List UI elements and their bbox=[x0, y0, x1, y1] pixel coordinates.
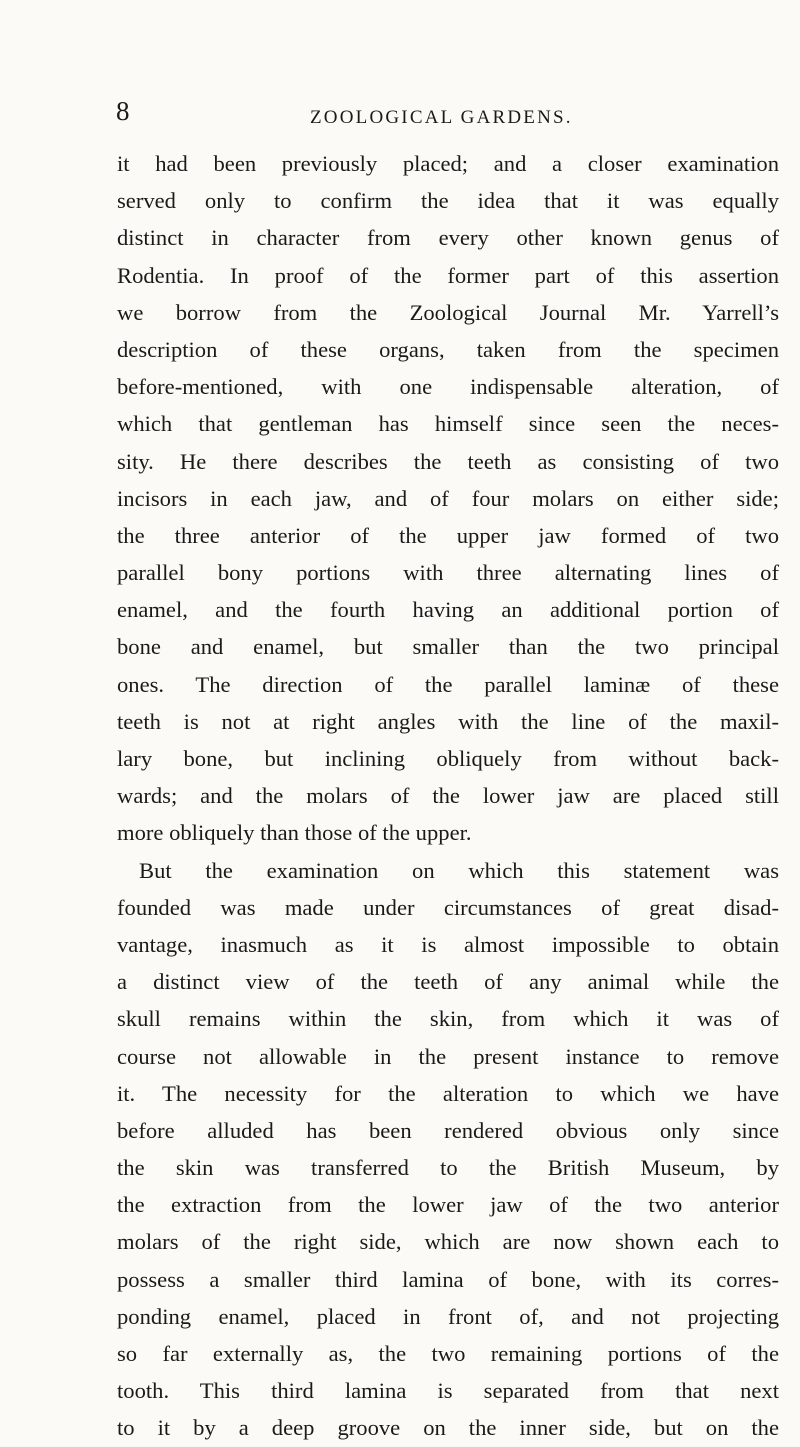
text-line: possess a smaller third lamina of bone, with its corres- bbox=[117, 1266, 779, 1292]
page-header bbox=[116, 96, 776, 136]
text-line: lary bone, but inclining obliquely from without back- bbox=[117, 746, 779, 771]
text-line: tooth. This third lamina is separated from that next bbox=[117, 1378, 779, 1404]
text-line: incisors in each jaw, and of four molars on either side; bbox=[117, 485, 779, 511]
text-line: served only to confirm the idea that it was equally bbox=[117, 188, 779, 214]
text-line: parallel bony portions with three alternating lines of bbox=[117, 560, 779, 586]
text-line: the skin was transferred to the British Museum, by bbox=[117, 1155, 779, 1181]
text-line: the extraction from the lower jaw of the two anterior bbox=[117, 1192, 779, 1218]
text-line: ones. The direction of the parallel laminæ of these bbox=[117, 671, 779, 697]
text-line: we borrow from the Zoological Journal Mr. Yarrell’s bbox=[117, 299, 779, 325]
text-line: which that gentleman has himself since seen the neces- bbox=[117, 411, 779, 437]
text-line: to it by a deep groove on the inner side, but on the bbox=[117, 1415, 779, 1441]
body-text bbox=[117, 145, 779, 1447]
text-line: distinct in character from every other known genus of bbox=[117, 225, 779, 251]
text-line: course not allowable in the present instance to remove bbox=[117, 1043, 779, 1069]
text-line: wards; and the molars of the lower jaw are placed still bbox=[117, 783, 779, 809]
text-line: the three anterior of the upper jaw formed of two bbox=[117, 522, 779, 548]
text-line: Rodentia. In proof of the former part of this assertion bbox=[117, 262, 779, 288]
text-line: enamel, and the fourth having an additional portion of bbox=[117, 597, 779, 623]
text-line: molars of the right side, which are now shown each to bbox=[117, 1229, 779, 1255]
page-number: 8 bbox=[116, 96, 130, 126]
text-line: teeth is not at right angles with the line of the maxil- bbox=[117, 708, 779, 734]
text-line: vantage, inasmuch as it is almost impossible to obtain bbox=[117, 931, 779, 957]
text-line: ponding enamel, placed in front of, and not projecting bbox=[117, 1303, 779, 1329]
running-title: ZOOLOGICAL GARDENS. bbox=[310, 107, 573, 128]
text-line: so far externally as, the two remaining portions of the bbox=[117, 1341, 779, 1366]
text-line: skull remains within the skin, from which it was of bbox=[117, 1006, 779, 1032]
text-line: a distinct view of the teeth of any animal while the bbox=[117, 969, 779, 995]
paragraph-start-line: But the examination on which this statement was bbox=[139, 857, 779, 883]
text-line: it. The necessity for the alteration to which we have bbox=[117, 1080, 779, 1106]
text-line: it had been previously placed; and a closer examination bbox=[117, 151, 779, 176]
text-line: before-mentioned, with one indispensable alteration, of bbox=[117, 374, 779, 400]
paragraph-end-line: more obliquely than those of the upper. bbox=[117, 820, 472, 846]
text-line: description of these organs, taken from the specimen bbox=[117, 336, 779, 362]
text-line: sity. He there describes the teeth as consisting of two bbox=[117, 448, 779, 474]
text-line: before alluded has been rendered obvious only since bbox=[117, 1117, 779, 1143]
text-line: bone and enamel, but smaller than the two principal bbox=[117, 634, 779, 660]
text-line: founded was made under circumstances of great disad- bbox=[117, 894, 779, 920]
